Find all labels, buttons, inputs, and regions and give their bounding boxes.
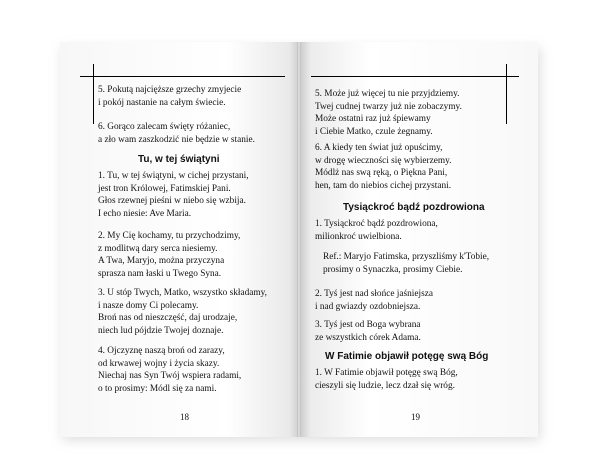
text-line: z modlitwą dary serca niesiemy. xyxy=(98,243,218,254)
open-booklet xyxy=(60,42,538,437)
crop-line-horizontal xyxy=(80,76,285,77)
page-number: 19 xyxy=(411,412,420,422)
song-stanza-1 xyxy=(315,367,458,392)
text-line: Broń nas od nieszczęść, daj urodzaje, xyxy=(98,313,238,324)
text-line: jest tron Królowej, Fatimskiej Pani. xyxy=(98,183,231,194)
text-line: 6. Gorąco zalecam święty różaniec, xyxy=(98,122,231,132)
text-line: Twej cudnej twarzy już nie zobaczymy. xyxy=(315,101,462,112)
section-heading: W Fatimie objawił potęgę swą Bóg xyxy=(325,351,489,362)
text-line: Może ostatni raz już śpiewamy xyxy=(315,114,431,125)
text-line: ze wszystkich córek Adama. xyxy=(315,332,421,343)
text-line: Ref.: Maryjo Fatimska, przyszliśmy k'Tobie, xyxy=(323,252,490,262)
text-line: w drogę wieczności się wybierzemy. xyxy=(315,155,452,166)
text-line: a zło wam zaszkodzić nie będzie w stanie. xyxy=(98,134,255,145)
text-line: o to prosimy: Módl się za nami. xyxy=(98,383,217,394)
text-line: sprasza nam łaski u Twego Syna. xyxy=(98,268,222,279)
crop-line-vertical xyxy=(93,64,94,124)
left-page xyxy=(60,42,299,437)
text-line: i nasze domy Ci polecamy. xyxy=(98,300,199,311)
text-line: I echo niesie: Ave Maria. xyxy=(98,208,192,219)
text-line: 4. Ojczyznę naszą broń od zarazy, xyxy=(98,346,225,356)
crop-line-horizontal xyxy=(311,76,519,77)
text-line: Niechaj nas Syn Twój wspiera radami, xyxy=(98,371,242,382)
hymn-stanza-4 xyxy=(98,345,241,395)
stanza-5 xyxy=(98,84,241,109)
hymn-stanza-3 xyxy=(98,287,267,337)
text-line: 1. Tysiąckroć bądź pozdrowiona, xyxy=(315,219,438,229)
book-spine xyxy=(297,42,301,437)
text-line: 3. U stóp Twych, Matko, wszystko składamy, xyxy=(98,288,268,298)
text-line: Głos rzewnej pieśni w niebo się wzbija. xyxy=(98,196,246,207)
page-number: 18 xyxy=(180,412,189,422)
text-line: prosimy o Synaczka, prosimy Ciebie. xyxy=(323,264,463,275)
text-line: Módlż nas swą ręką, o Piękna Pani, xyxy=(315,168,448,179)
text-line: 5. Może już więcej tu nie przyjdziemy. xyxy=(315,89,460,99)
text-line: i nad gwiazdy ozdobniejsza. xyxy=(315,301,421,312)
hymn-stanza-2 xyxy=(315,288,433,313)
text-line: 3. Tyś jest od Boga wybrana xyxy=(315,320,421,330)
text-line: i Ciebie Matko, czule żegnamy. xyxy=(315,126,433,137)
stanza-6 xyxy=(315,142,451,192)
text-line: i pokój nastanie na całym świecie. xyxy=(98,97,226,108)
hymn-stanza-1 xyxy=(98,170,249,220)
hymn-stanza-2 xyxy=(98,230,240,280)
stanza-6 xyxy=(98,121,255,146)
text-line: 1. Tu, w tej świątyni, w cichej przystani, xyxy=(98,171,249,181)
text-line: hen, tam do niebios cichej przystani. xyxy=(315,180,452,191)
text-line: od krwawej wojny i życia skazy. xyxy=(98,358,220,369)
hymn-stanza-3 xyxy=(315,319,421,344)
text-line: 6. A kiedy ten świat już opuścimy, xyxy=(315,143,443,153)
text-line: niech lud pójdzie Twojej doznaje. xyxy=(98,325,224,336)
text-line: 1. W Fatimie objawił potęgę swą Bóg, xyxy=(315,368,458,378)
text-line: cieszyli się ludzie, lecz dzał się wróg. xyxy=(315,380,455,391)
text-line: 2. Tyś jest nad słońce jaśniejsza xyxy=(315,289,433,299)
refrain xyxy=(323,251,489,276)
crop-line-vertical xyxy=(506,64,507,124)
text-line: milionkroć uwielbiona. xyxy=(315,231,402,242)
hymn-stanza-1 xyxy=(315,218,438,243)
text-line: A Twa, Maryjo, można przyczyna xyxy=(98,256,225,267)
section-heading: Tysiąckroć bądź pozdrowiona xyxy=(343,202,485,213)
text-line: 5. Pokutą najcięższe grzechy zmyjecie xyxy=(98,85,242,95)
stanza-5 xyxy=(315,88,462,138)
text-line: 2. My Cię kochamy, tu przychodzimy, xyxy=(98,231,241,241)
section-heading: Tu, w tej świątyni xyxy=(138,154,220,165)
right-page xyxy=(299,42,538,437)
